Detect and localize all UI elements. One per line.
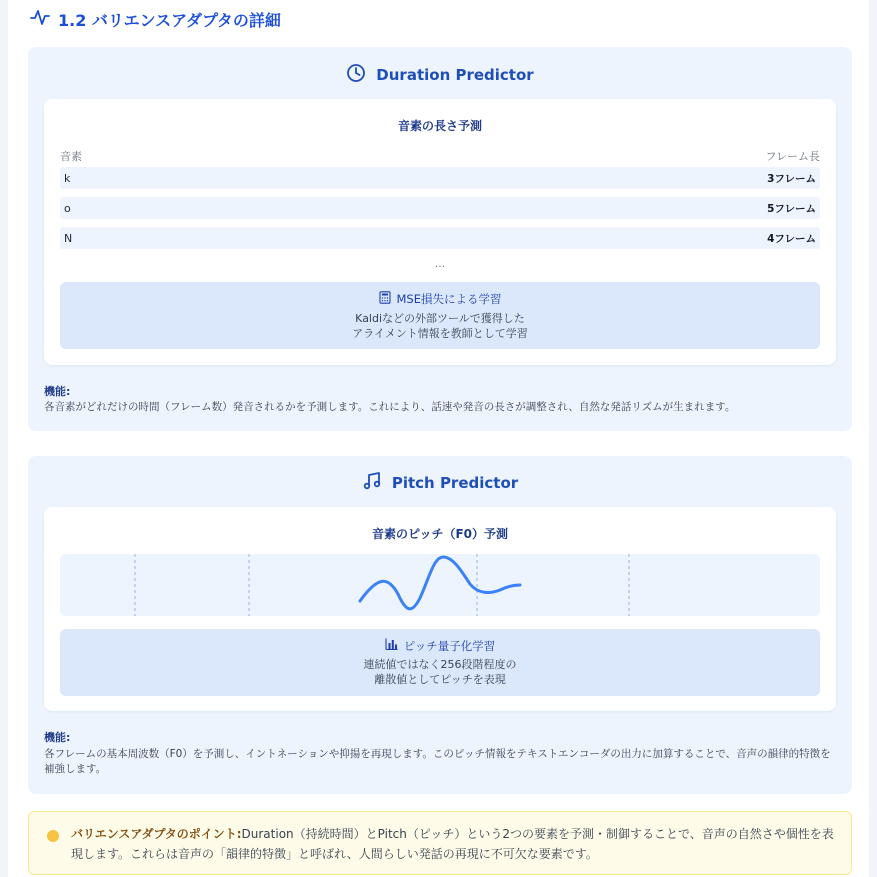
table-row <box>60 167 820 189</box>
duration-feature-text: 各音素がどれだけの時間（フレーム数）発音されるかを予測します。これにより、話速や発音の長さが調整され、自然な発話リズムが生まれます。 <box>44 401 736 413</box>
pitch-waveform <box>60 554 820 616</box>
point-text <box>71 824 841 864</box>
pitch-quantization-info-box <box>60 629 820 696</box>
pitch-curve <box>360 557 520 609</box>
mse-loss-info-line1: Kaldiなどの外部ツールで獲得した <box>355 312 525 325</box>
pitch-prediction-panel <box>44 507 836 711</box>
column-header-phoneme: 音素 <box>60 150 82 163</box>
pitch-prediction-title: 音素のピッチ（F0）予測 <box>371 527 509 541</box>
pitch-quantization-info-line1: 連続値ではなく256段階程度の <box>363 658 517 671</box>
pitch-quantization-info-title <box>60 638 820 654</box>
table-row <box>60 227 820 249</box>
music-note-icon <box>362 471 382 495</box>
pitch-feature-text: 各フレームの基本周波数（F0）を予測し、イントネーションや抑揚を再現します。このピッチ情報をテキストエンコーダの出力に加算することで、音声の韻律的特徴を補強します。 <box>44 748 831 775</box>
pitch-predictor-title: Pitch Predictor <box>391 474 519 492</box>
phoneme-length-title: 音素の長さ予測 <box>397 119 482 133</box>
clock-icon <box>346 63 366 87</box>
duration-predictor-header <box>28 65 852 85</box>
activity-pulse-icon <box>30 8 50 30</box>
calculator-icon <box>379 291 391 308</box>
duration-predictor-title: Duration Predictor <box>376 66 534 84</box>
column-header-frame-length: フレーム長 <box>765 150 820 163</box>
table-ellipsis: ... <box>434 257 446 270</box>
pitch-feature-label: 機能: <box>44 731 71 744</box>
variance-adapter-point-box <box>28 811 852 875</box>
duration-predictor-card <box>28 47 852 431</box>
pitch-predictor-card <box>28 456 852 794</box>
phoneme-cell: o <box>64 201 71 215</box>
phoneme-length-panel <box>44 99 836 365</box>
pitch-quantization-info-title-text: ピッチ量子化学習 <box>403 638 496 653</box>
point-label: バリエンスアダプタのポイント: <box>71 827 242 841</box>
pitch-quantization-info-line2: 離散値としてピッチを表現 <box>374 673 506 686</box>
pitch-predictor-header <box>28 473 852 493</box>
mse-loss-info-line2: アライメント情報を教師として学習 <box>352 327 528 340</box>
bar-chart-icon <box>385 638 398 654</box>
section-title <box>30 8 281 30</box>
table-row <box>60 197 820 219</box>
phoneme-cell: k <box>64 171 71 185</box>
lightbulb-dot-icon <box>47 830 59 842</box>
phoneme-cell: N <box>64 231 73 245</box>
frame-length-cell: 5フレーム <box>767 202 816 215</box>
section-title-text: 1.2 バリエンスアダプタの詳細 <box>58 10 281 30</box>
mse-loss-info-box <box>60 282 820 349</box>
frame-length-cell: 4フレーム <box>767 232 816 245</box>
point-body: Duration（持続時間）とPitch（ピッチ）という2つの要素を予測・制御することで、音声の自然さや個性を表現します。これらは音声の「韻律的特徴」と呼ばれ、人間らしい発話の再現に不可欠な要素です。 <box>71 827 834 861</box>
mse-loss-info-title <box>60 291 820 308</box>
mse-loss-info-title-text: MSE損失による学習 <box>396 292 502 306</box>
frame-length-cell: 3フレーム <box>767 172 816 185</box>
duration-feature-label: 機能: <box>44 385 71 398</box>
page <box>8 0 869 877</box>
